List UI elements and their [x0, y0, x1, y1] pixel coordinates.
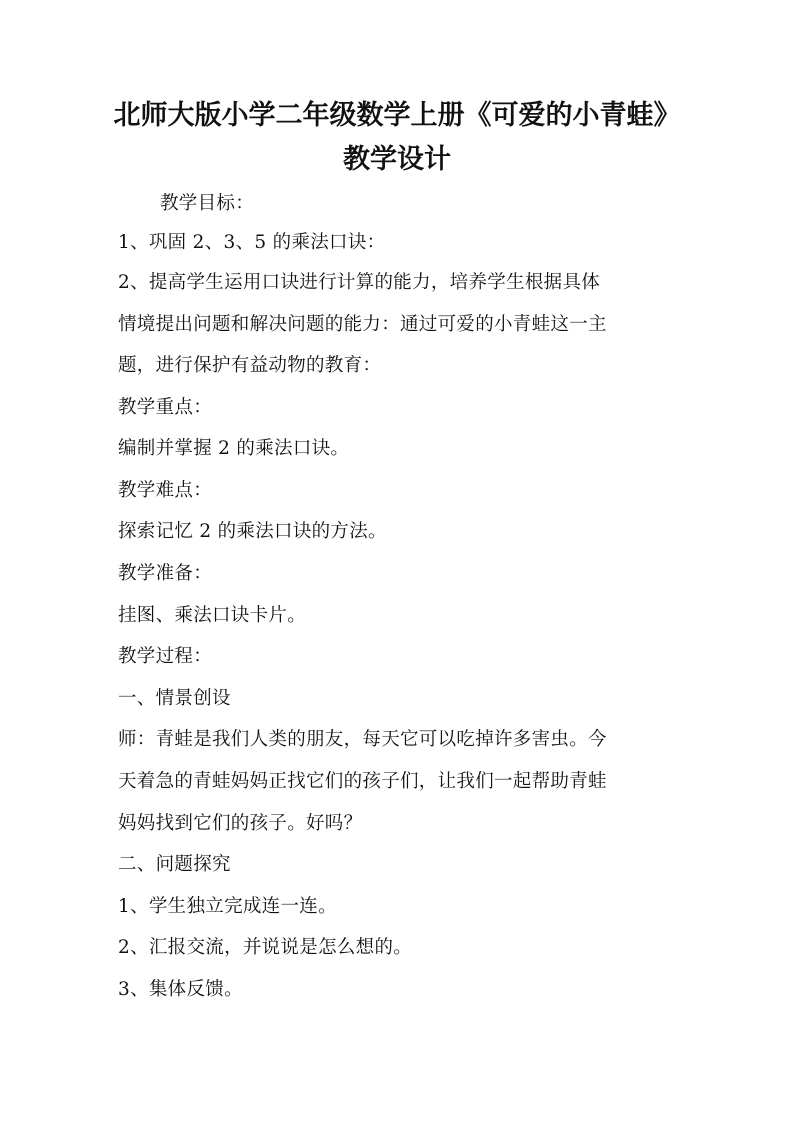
section-heading-objectives: 教学目标：	[160, 193, 255, 214]
document-title-line-1: 北师大版小学二年级数学上册《可爱的小青蛙》	[113, 100, 681, 131]
text-line: 编制并掌握 2 的乘法口诀。	[118, 438, 350, 459]
text-line: 1、学生独立完成连一连。	[118, 896, 337, 917]
text-line: 2、汇报交流，并说说是怎么想的。	[118, 937, 413, 958]
section-heading-key-points: 教学重点：	[118, 397, 213, 418]
section-heading-process: 教学过程：	[118, 646, 213, 667]
text-line: 3、集体反馈。	[118, 979, 243, 1000]
text-line: 天着急的青蛙妈妈正找它们的孩子们，让我们一起帮助青蛙	[118, 771, 607, 792]
section-heading-preparation: 教学准备：	[118, 563, 213, 584]
section-heading-difficulties: 教学难点：	[118, 480, 213, 501]
text-line: 题，进行保护有益动物的教育：	[118, 355, 382, 376]
text-line: 情境提出问题和解决问题的能力：通过可爱的小青蛙这一主	[118, 314, 607, 335]
text-line: 1、巩固 2、3、5 的乘法口诀：	[118, 232, 386, 253]
text-line: 2、提高学生运用口诀进行计算的能力，培养学生根据具体	[118, 272, 601, 293]
text-line: 探索记忆 2 的乘法口诀的方法。	[118, 521, 387, 542]
text-line: 妈妈找到它们的孩子。好吗？	[118, 813, 363, 834]
subsection-heading: 二、问题探究	[118, 854, 231, 875]
document-title-line-2: 教学设计	[343, 144, 451, 175]
text-line: 挂图、乘法口诀卡片。	[118, 605, 307, 626]
subsection-heading: 一、情景创设	[118, 688, 231, 709]
text-line: 师：青蛙是我们人类的朋友，每天它可以吃掉许多害虫。今	[118, 729, 607, 750]
